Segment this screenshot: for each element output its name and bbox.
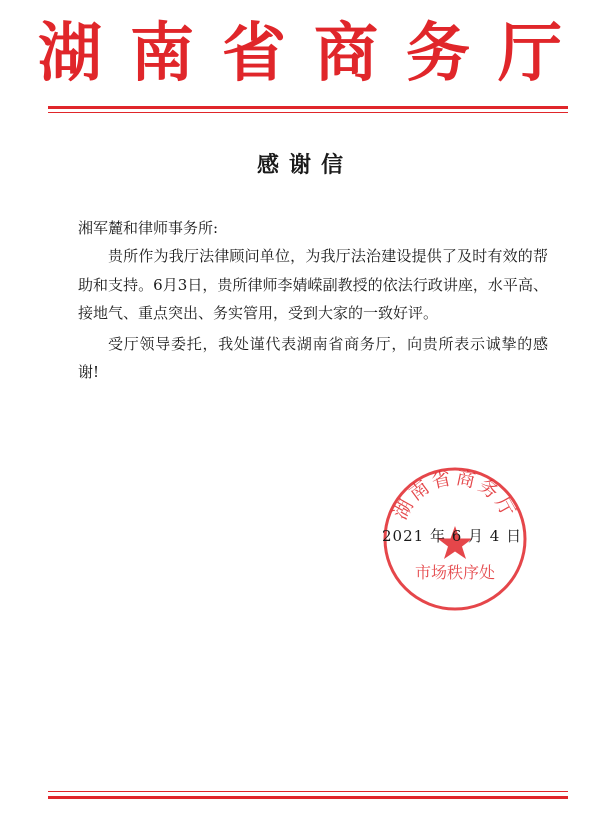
footer-rule-thick bbox=[48, 796, 568, 799]
seal-division-text: 市场秩序处 bbox=[414, 563, 496, 582]
seal-arc-text: 湖南省商务厅 bbox=[389, 466, 521, 524]
footer-rule-thin bbox=[48, 791, 568, 792]
letterhead-rule-thin bbox=[48, 112, 568, 113]
letter-body bbox=[78, 242, 548, 387]
body-paragraph-2: 受厅领导委托，我处谨代表湖南省商务厅，向贵所表示诚挚的感谢! bbox=[78, 334, 548, 381]
letterhead-rule-thick bbox=[48, 106, 568, 109]
letterhead-title: 湖南省商务厅 bbox=[38, 16, 590, 91]
body-paragraph-1: 贵所作为我厅法律顾问单位，为我厅法治建设提供了及时有效的帮助和支持。6月3日，贵所律师李婧嵘副教授的依法行政讲座，水平高、接地气、重点突出、务实管用，受到大家的一致好评。 bbox=[78, 247, 548, 322]
letter-title: 感谢信 bbox=[256, 152, 353, 178]
svg-text:湖南省商务厅 bbox=[389, 467, 520, 523]
salutation: 湘军麓和律师事务所: bbox=[78, 219, 219, 237]
letter-date: 2021 年 6 月 4 日 bbox=[382, 527, 523, 545]
